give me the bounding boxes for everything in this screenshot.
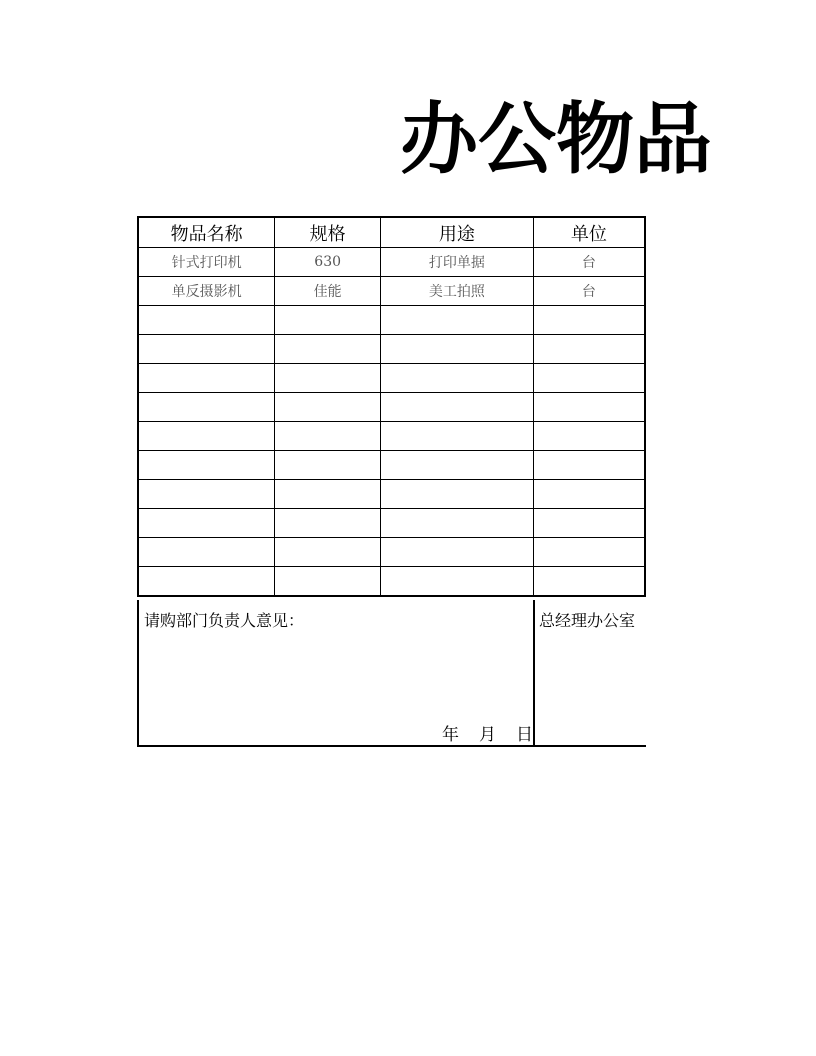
- table-row: [138, 306, 645, 335]
- table-row: [138, 393, 645, 422]
- department-head-opinion-box[interactable]: [139, 600, 535, 745]
- date-year-label: 年: [442, 725, 459, 745]
- cell-spec[interactable]: [275, 451, 381, 480]
- date-day-label: 日: [516, 725, 533, 745]
- cell-spec[interactable]: [275, 335, 381, 364]
- cell-unit[interactable]: [533, 451, 645, 480]
- cell-unit[interactable]: [533, 306, 645, 335]
- cell-item-name[interactable]: [138, 422, 275, 451]
- cell-unit[interactable]: [533, 480, 645, 509]
- title-area: [138, 90, 713, 190]
- cell-unit[interactable]: [533, 393, 645, 422]
- cell-spec[interactable]: [275, 393, 381, 422]
- form-title: 办公物品: [400, 95, 713, 185]
- cell-spec[interactable]: [275, 306, 381, 335]
- cell-purpose[interactable]: 打印单据: [381, 248, 534, 277]
- table-row: [138, 277, 645, 306]
- cell-item-name[interactable]: [138, 538, 275, 567]
- cell-item-name[interactable]: [138, 335, 275, 364]
- table-row: [138, 509, 645, 538]
- table-row: [138, 451, 645, 480]
- opinion-section: [137, 600, 646, 747]
- cell-item-name[interactable]: [138, 306, 275, 335]
- table-row: [138, 335, 645, 364]
- cell-unit[interactable]: 台: [533, 277, 645, 306]
- table-row: [138, 567, 645, 597]
- header-spec: 规格: [275, 217, 381, 248]
- cell-unit[interactable]: [533, 335, 645, 364]
- header-row: [138, 217, 645, 248]
- cell-unit[interactable]: [533, 364, 645, 393]
- gm-office-opinion-label: 总经理办公室: [539, 611, 636, 630]
- header-item-name: 物品名称: [138, 217, 275, 248]
- cell-spec[interactable]: [275, 422, 381, 451]
- cell-item-name[interactable]: [138, 393, 275, 422]
- cell-purpose[interactable]: [381, 567, 534, 597]
- date-month-label: 月: [479, 725, 496, 745]
- cell-purpose[interactable]: [381, 422, 534, 451]
- cell-purpose[interactable]: [381, 509, 534, 538]
- header-unit: 单位: [533, 217, 645, 248]
- cell-purpose[interactable]: [381, 538, 534, 567]
- header-purpose: 用途: [381, 217, 534, 248]
- cell-unit[interactable]: [533, 567, 645, 597]
- cell-purpose[interactable]: [381, 451, 534, 480]
- department-head-opinion-label: 请购部门负责人意见：: [144, 611, 305, 630]
- cell-unit[interactable]: [533, 422, 645, 451]
- cell-spec[interactable]: 佳能: [275, 277, 381, 306]
- cell-item-name[interactable]: [138, 480, 275, 509]
- cell-purpose[interactable]: [381, 480, 534, 509]
- cell-purpose[interactable]: [381, 393, 534, 422]
- cell-spec[interactable]: [275, 509, 381, 538]
- table-row: [138, 480, 645, 509]
- cell-spec[interactable]: [275, 480, 381, 509]
- cell-unit[interactable]: 台: [533, 248, 645, 277]
- table-row: [138, 248, 645, 277]
- cell-purpose[interactable]: [381, 306, 534, 335]
- cell-unit[interactable]: [533, 538, 645, 567]
- cell-purpose[interactable]: 美工拍照: [381, 277, 534, 306]
- cell-item-name[interactable]: 单反摄影机: [138, 277, 275, 306]
- table-row: [138, 364, 645, 393]
- cell-spec[interactable]: [275, 538, 381, 567]
- table-row: [138, 422, 645, 451]
- cell-spec[interactable]: [275, 567, 381, 597]
- table-row: [138, 538, 645, 567]
- cell-item-name[interactable]: [138, 364, 275, 393]
- signature-date: [442, 720, 533, 745]
- cell-spec[interactable]: 630: [275, 248, 381, 277]
- cell-spec[interactable]: [275, 364, 381, 393]
- cell-item-name[interactable]: [138, 567, 275, 597]
- cell-purpose[interactable]: [381, 364, 534, 393]
- cell-item-name[interactable]: [138, 451, 275, 480]
- purchase-form: [137, 216, 646, 749]
- cell-item-name[interactable]: [138, 509, 275, 538]
- cell-purpose[interactable]: [381, 335, 534, 364]
- cell-unit[interactable]: [533, 509, 645, 538]
- gm-office-opinion-box[interactable]: [535, 600, 655, 745]
- items-table: [137, 216, 646, 597]
- cell-item-name[interactable]: 针式打印机: [138, 248, 275, 277]
